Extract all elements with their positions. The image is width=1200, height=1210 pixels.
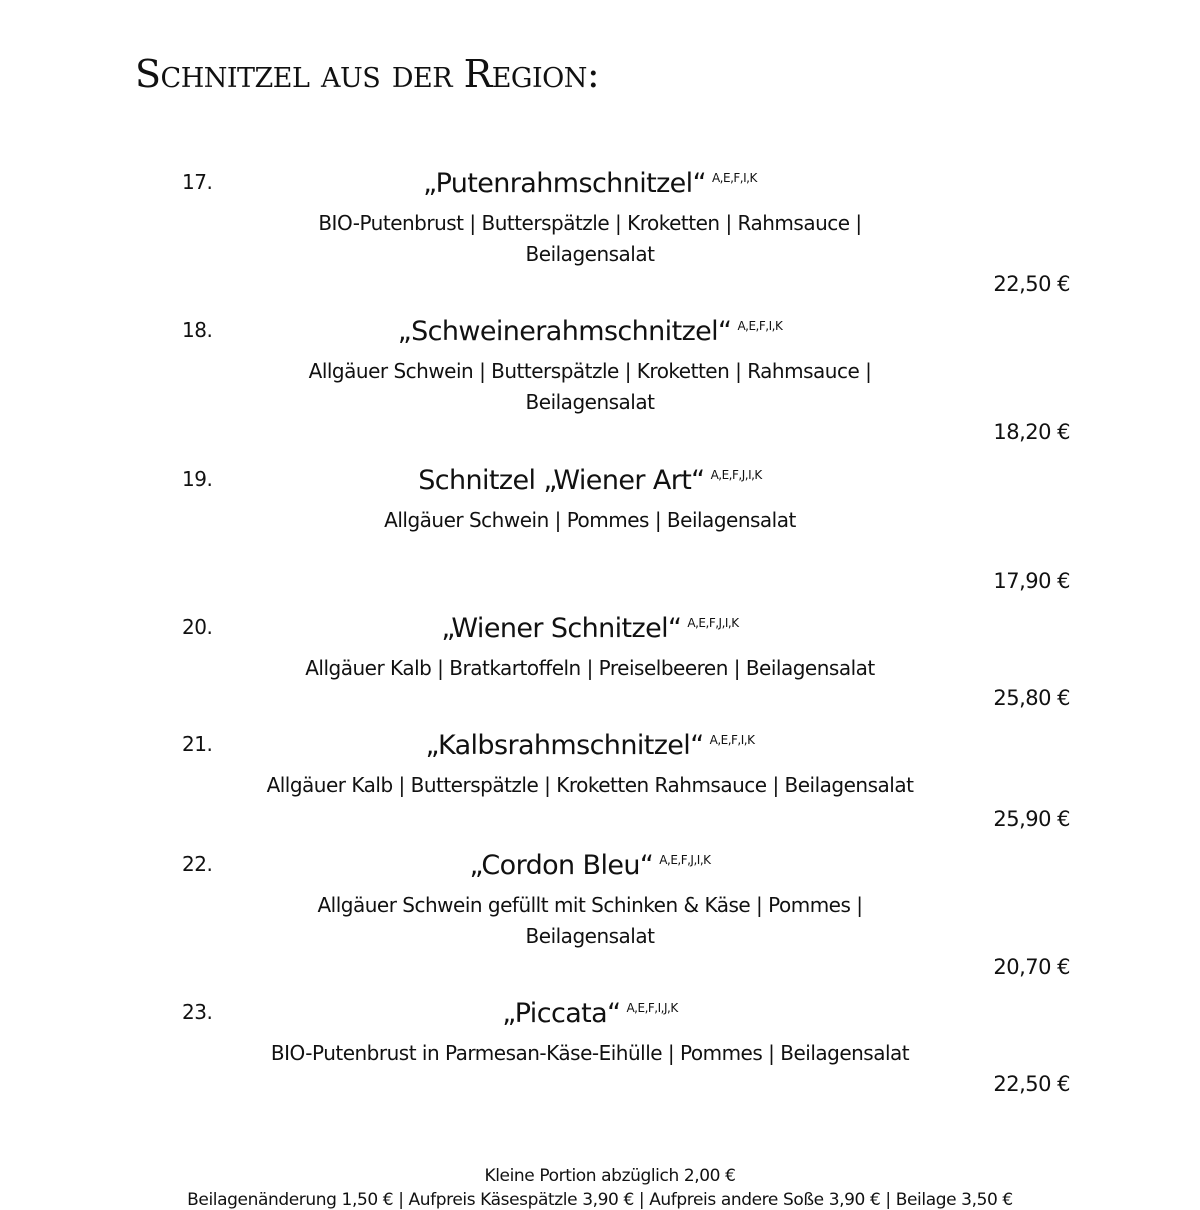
item-allergens: A,E,F,I,J,K bbox=[626, 1001, 678, 1015]
item-name: „Schweinerahmschnitzel“ bbox=[397, 316, 732, 347]
item-description: Allgäuer Schwein gefüllt mit Schinken & Käse | Pommes | Beilagensalat bbox=[317, 893, 863, 948]
item-name: Schnitzel „Wiener Art“ bbox=[418, 465, 705, 496]
item-name: „Putenrahmschnitzel“ bbox=[423, 168, 706, 199]
item-heading bbox=[240, 168, 940, 199]
item-number: 21. bbox=[182, 732, 213, 756]
item-name: „Wiener Schnitzel“ bbox=[441, 613, 682, 644]
item-allergens: A,E,F,J,I,K bbox=[710, 468, 762, 482]
item-description: Allgäuer Kalb | Bratkartoffeln | Preiselbeeren | Beilagensalat bbox=[305, 656, 875, 680]
item-price: 25,80 € bbox=[993, 686, 1070, 710]
item-price: 17,90 € bbox=[993, 569, 1070, 593]
item-price: 22,50 € bbox=[993, 272, 1070, 296]
item-heading bbox=[240, 730, 940, 761]
item-number: 19. bbox=[182, 467, 213, 491]
page-title: Schnitzel aus der Region: bbox=[135, 52, 600, 96]
item-allergens: A,E,F,I,K bbox=[709, 733, 755, 747]
extras-note: Beilagenänderung 1,50 € | Aufpreis Käsespätzle 3,90 € | Aufpreis andere Soße 3,90 € | Beilage 3,50 € bbox=[187, 1190, 1013, 1210]
item-description: BIO-Putenbrust in Parmesan-Käse-Eihülle | Pommes | Beilagensalat bbox=[270, 1041, 910, 1065]
item-price: 20,70 € bbox=[993, 955, 1070, 979]
item-allergens: A,E,F,J,I,K bbox=[687, 616, 739, 630]
item-price: 18,20 € bbox=[993, 420, 1070, 444]
item-description: Allgäuer Kalb | Butterspätzle | Kroketten Rahmsauce | Beilagensalat bbox=[266, 773, 914, 797]
item-number: 17. bbox=[182, 170, 213, 194]
item-allergens: A,E,F,I,K bbox=[711, 171, 757, 185]
item-heading bbox=[240, 998, 940, 1029]
item-name: „Piccata“ bbox=[502, 998, 621, 1029]
item-heading bbox=[240, 316, 940, 347]
item-number: 23. bbox=[182, 1000, 213, 1024]
item-description: Allgäuer Schwein | Pommes | Beilagensalat bbox=[384, 508, 796, 532]
item-name: „Kalbsrahmschnitzel“ bbox=[425, 730, 704, 761]
item-heading bbox=[240, 613, 940, 644]
item-heading bbox=[240, 465, 940, 496]
item-allergens: A,E,F,J,I,K bbox=[659, 853, 711, 867]
item-name: „Cordon Bleu“ bbox=[469, 850, 654, 881]
item-price: 25,90 € bbox=[993, 807, 1070, 831]
item-heading bbox=[240, 850, 940, 881]
item-price: 22,50 € bbox=[993, 1072, 1070, 1096]
item-allergens: A,E,F,I,K bbox=[737, 319, 783, 333]
item-number: 20. bbox=[182, 615, 213, 639]
item-description: Allgäuer Schwein | Butterspätzle | Kroketten | Rahmsauce | Beilagensalat bbox=[308, 359, 872, 414]
item-description: BIO-Putenbrust | Butterspätzle | Kroketten | Rahmsauce | Beilagensalat bbox=[318, 211, 862, 266]
item-number: 18. bbox=[182, 318, 213, 342]
small-portion-note: Kleine Portion abzüglich 2,00 € bbox=[484, 1166, 736, 1186]
item-number: 22. bbox=[182, 852, 213, 876]
